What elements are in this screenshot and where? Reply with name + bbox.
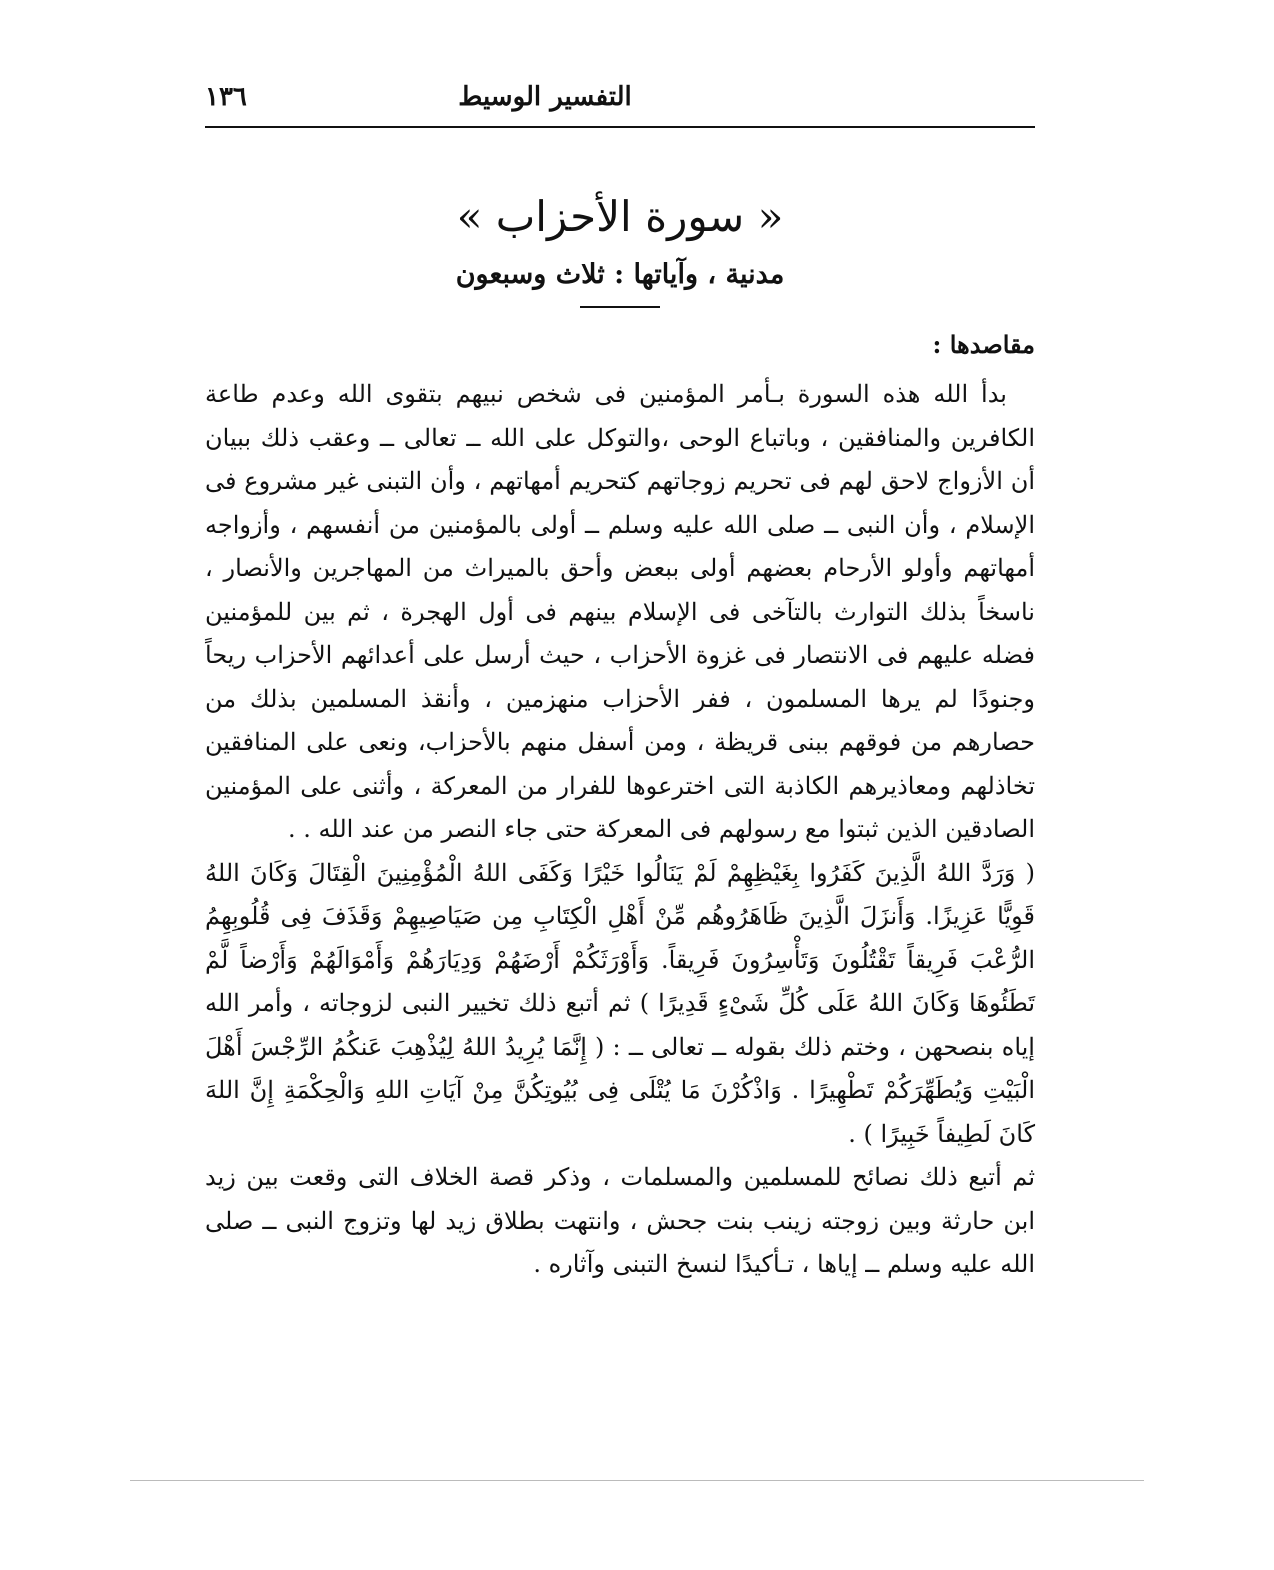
section-heading: مقاصدها :: [932, 330, 1035, 359]
header-rule: [205, 126, 1035, 128]
paragraph: [205, 1156, 1035, 1287]
page-number: ١٣٦: [205, 82, 247, 112]
book-page: [205, 72, 1035, 1512]
surah-title: « سورة الأحزاب »: [456, 192, 784, 241]
running-title: التفسير الوسيط: [458, 82, 632, 112]
paragraph-text: ثم أتبع ذلك نصائح للمسلمين والمسلمات ، وذكر قصة الخلاف التى وقعت بين زيد ابن حارثة وبين زوجته زينب بنت جحش ، وانتهت بطلاق زيد لها وتزوج النبى ــ صلى الله عليه وسلم ــ إياها ، تـأكيدًا لنسخ التبنى وآثاره .: [205, 1163, 1036, 1278]
paragraph-text: ثم أتبع ذلك تخيير النبى لزوجاته ، وأمر الله إياه بنصحهن ، وختم ذلك بقوله ــ تعالى ــ :: [205, 989, 1035, 1061]
title-divider: [580, 306, 660, 308]
paragraph: [205, 373, 1035, 852]
paragraph-text: .: [848, 1119, 864, 1148]
paragraph: [205, 852, 1035, 1157]
footer-rule: [130, 1480, 1144, 1481]
body-text: [205, 373, 1035, 1287]
paragraph-text: بدأ الله هذه السورة بـأمر المؤمنين فى شخص نبيهم بتقوى الله وعدم طاعة الكافرين والمنافقين ، وباتباع الوحى ،والتوكل على الله ــ تعالى ــ وعقب ذلك ببيان أن الأزواج لاحق لهم فى تحريم زوجاتهم كتحريم أمهاتهم ، وأن التبنى غير مشروع فى الإسلام ، وأن النبى ــ صلى الله عليه وسلم ــ أولى بالمؤمنين من أنفسهم ، وأزواجه أمهاتهم وأولو الأرحام بعضهم أولى ببعض وأحق بالميراث من المهاجرين والأنصار ، ناسخاً بذلك التوارث بالتآخى فى الإسلام بينهم فى أول الهجرة ، ثم بين للمؤمنين فضله عليهم فى الانتصار فى غزوة الأحزاب ، حيث أرسل على أعدائهم الأحزاب ريحاً وجنودًا لم يرها المسلمون ، ففر الأحزاب منهزمين ، وأنقذ المسلمين بذلك من حصارهم من فوقهم ببنى قريظة ، ومن أسفل منهم بالأحزاب، ونعى على المنافقين تخاذلهم ومعاذيرهم الكاذبة التى اخترعوها للفرار من المعركة ، وأثنى على المؤمنين الصادقين الذين ثبتوا مع رسولهم فى المعركة حتى جاء النصر من عند الله . .: [205, 380, 1035, 843]
page-header: [205, 72, 1035, 122]
quran-verse: ( وَرَدَّ اللهُ الَّذِينَ كَفَرُوا بِغَيْظِهِمْ لَمْ يَنَالُوا خَيْرًا وَكَفَى اللهُ الْمُؤْمِنِينَ الْقِتَالَ وَكَانَ اللهُ قَوِيًّا عَزِيزًا. وَأَنزَلَ الَّذِينَ ظَاهَرُوهُم مِّنْ أَهْلِ الْكِتَابِ مِن صَيَاصِيهِمْ وَقَذَفَ فِى قُلُوبِهِمُ الرُّعْبَ فَرِيقاً تَقْتُلُونَ وَتَأْسِرُونَ فَرِيقاً. وَأَوْرَثَكُمْ أَرْضَهُمْ وَدِيَارَهُمْ وَأَمْوَالَهُمْ وَأَرْضاً لَّمْ تَطَئُوهَا وَكَانَ اللهُ عَلَى كُلِّ شَىْءٍ قَدِيرًا ): [205, 858, 1035, 1017]
surah-subtitle: مدنية ، وآياتها : ثلاث وسبعون: [455, 259, 785, 290]
quran-verse: ( إِنَّمَا يُرِيدُ اللهُ لِيُذْهِبَ عَنكُمُ الرِّجْسَ أَهْلَ الْبَيْتِ وَيُطَهِّرَكُمْ تَطْهِيرًا . وَاذْكُرْنَ مَا يُتْلَى فِى بُيُوتِكُنَّ مِنْ آيَاتِ اللهِ وَالْحِكْمَةِ إِنَّ اللهَ كَانَ لَطِيفاً خَبِيرًا ): [205, 1032, 1035, 1148]
